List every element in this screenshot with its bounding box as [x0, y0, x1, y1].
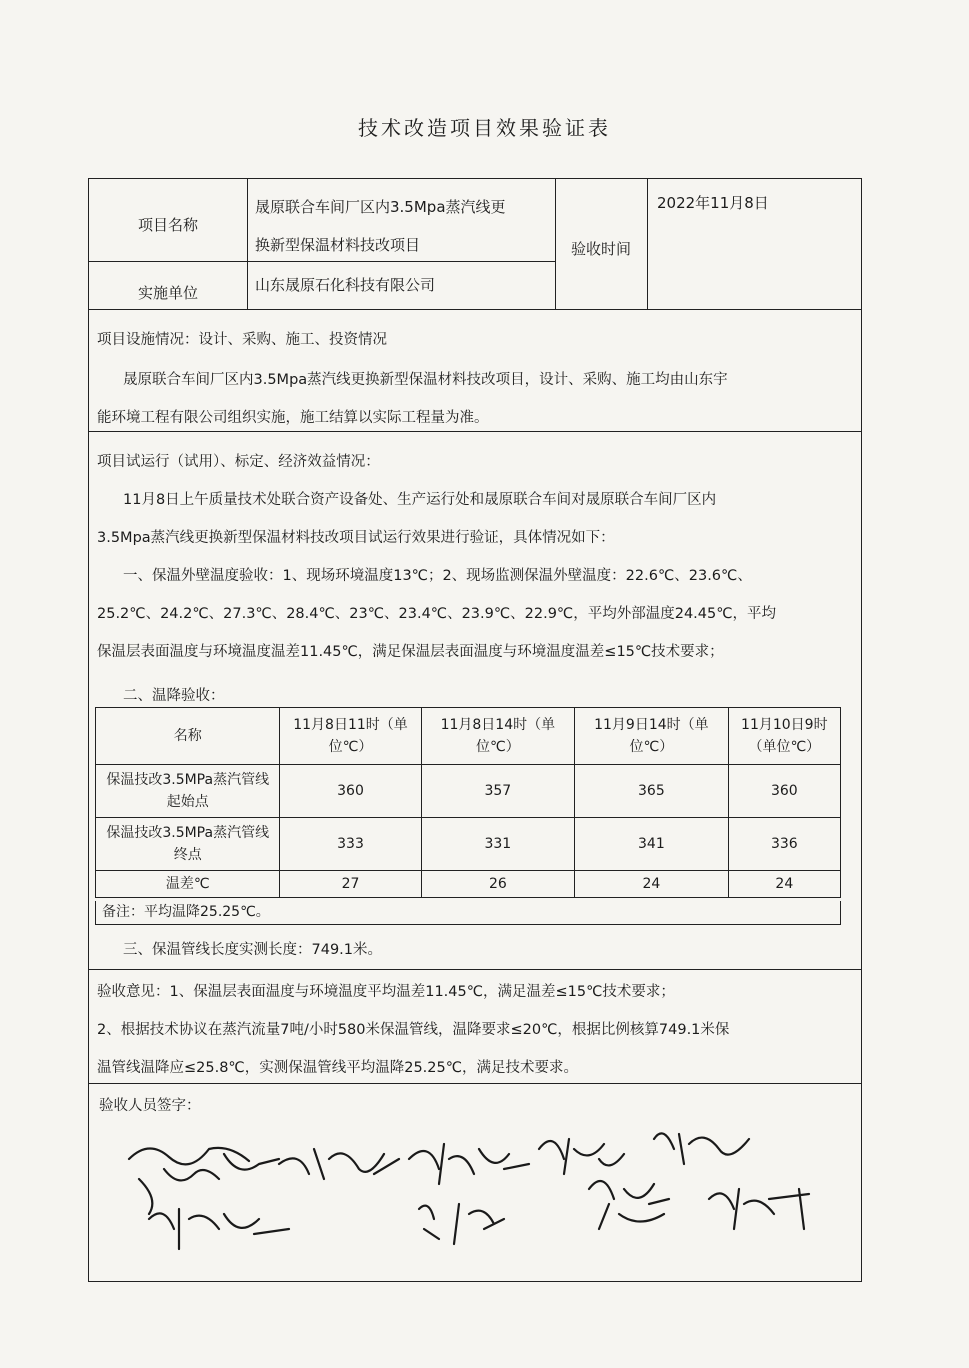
pipe-length: 三、保温管线长度实测长度：749.1米。 — [123, 942, 383, 958]
table-cell: 360 — [280, 765, 421, 818]
temperature-table — [95, 707, 841, 898]
facility-line1: 晟原联合车间厂区内3.5Mpa蒸汽线更换新型保温材料技改项目，设计、采购、施工均由山东宇 — [123, 372, 728, 388]
signature — [129, 1148, 279, 1214]
table-cell: 24 — [728, 871, 840, 898]
table-header-cell: 名称 — [96, 708, 280, 765]
trial-p2-line1: 一、保温外壁温度验收：1、现场环境温度13℃；2、现场监测保温外壁温度：22.6℃、23.6℃、 — [123, 568, 752, 584]
project-name-line1: 晟原联合车间厂区内3.5Mpa蒸汽线更 — [255, 198, 506, 216]
table-header-cell: 11月8日14时（单位℃） — [421, 708, 575, 765]
trial-p2-line2: 25.2℃、24.2℃、27.3℃、28.4℃、23℃、23.4℃、23.9℃、22.9℃，平均外部温度24.45℃，平均 — [97, 606, 777, 622]
table-cell: 333 — [280, 818, 421, 871]
table-cell: 357 — [421, 765, 575, 818]
divider — [89, 261, 555, 262]
opinion-line1: 验收意见：1、保温层表面温度与环境温度平均温差11.45℃，满足温差≤15℃技术要求； — [97, 984, 675, 1000]
signature — [539, 1139, 624, 1174]
trial-p2-line3: 保温层表面温度与环境温度温差11.45℃，满足保温层表面温度与环境温度温差≤15℃技术要求； — [97, 644, 724, 660]
table-cell: 温差℃ — [96, 871, 280, 898]
divider — [89, 969, 861, 970]
acceptance-time-label: 验收时间 — [570, 240, 631, 258]
table-header-cell: 11月10日9时（单位℃） — [728, 708, 840, 765]
divider — [89, 431, 861, 432]
table-row — [96, 818, 841, 871]
table-cell: 331 — [421, 818, 575, 871]
table-cell: 26 — [421, 871, 575, 898]
signature — [589, 1181, 669, 1229]
table-row — [96, 765, 841, 818]
facility-heading: 项目设施情况：设计、采购、施工、投资情况 — [97, 332, 387, 348]
page-title: 技术改造项目效果验证表 — [358, 116, 611, 140]
opinion-line2: 2、根据技术协议在蒸汽流量7吨/小时580米保温管线，温降要求≤20℃，根据比例核算749.1米保 — [97, 1022, 730, 1038]
signatures — [109, 1119, 849, 1269]
table-note: 备注：平均温降25.25℃。 — [95, 901, 841, 925]
table-row — [96, 871, 841, 898]
signature — [279, 1149, 399, 1179]
trial-p1-line2: 3.5Mpa蒸汽线更换新型保温材料技改项目试运行效果进行验证，具体情况如下： — [97, 530, 615, 546]
signature — [419, 1204, 504, 1244]
table-cell: 365 — [575, 765, 729, 818]
trial-heading: 项目试运行（试用）、标定、经济效益情况： — [97, 454, 380, 470]
verification-form — [88, 178, 862, 1282]
table-cell: 341 — [575, 818, 729, 871]
facility-line2: 能环境工程有限公司组织实施，施工结算以实际工程量为准。 — [97, 410, 489, 426]
signature — [709, 1189, 809, 1229]
table-header-cell: 11月9日14时（单位℃） — [575, 708, 729, 765]
table-cell: 336 — [728, 818, 840, 871]
divider — [647, 179, 648, 309]
table-cell: 27 — [280, 871, 421, 898]
table-cell: 保温技改3.5MPa蒸汽管线终点 — [96, 818, 280, 871]
table-header-row — [96, 708, 841, 765]
signature — [149, 1209, 289, 1249]
temp-drop-heading: 二、温降验收： — [123, 688, 225, 704]
signature — [409, 1144, 529, 1184]
table-cell: 360 — [728, 765, 840, 818]
signature-label: 验收人员签字： — [99, 1098, 201, 1114]
trial-p1-line1: 11月8日上午质量技术处联合资产设备处、生产运行处和晟原联合车间对晟原联合车间厂区内 — [123, 492, 717, 508]
opinion-line3: 温管线温降应≤25.8℃，实测保温管线平均温降25.25℃，满足技术要求。 — [97, 1060, 579, 1076]
divider — [247, 179, 248, 309]
signature — [654, 1133, 749, 1164]
acceptance-time-value: 2022年11月8日 — [657, 194, 769, 212]
table-header-cell: 11月8日11时（单位℃） — [280, 708, 421, 765]
divider — [89, 1083, 861, 1084]
project-name-line2: 换新型保温材料技改项目 — [255, 236, 421, 254]
divider — [89, 309, 861, 310]
table-cell: 保温技改3.5MPa蒸汽管线起始点 — [96, 765, 280, 818]
project-name-label: 项目名称 — [137, 216, 198, 234]
implementer-value: 山东晟原石化科技有限公司 — [255, 276, 436, 294]
implementer-label: 实施单位 — [137, 284, 198, 302]
table-cell: 24 — [575, 871, 729, 898]
